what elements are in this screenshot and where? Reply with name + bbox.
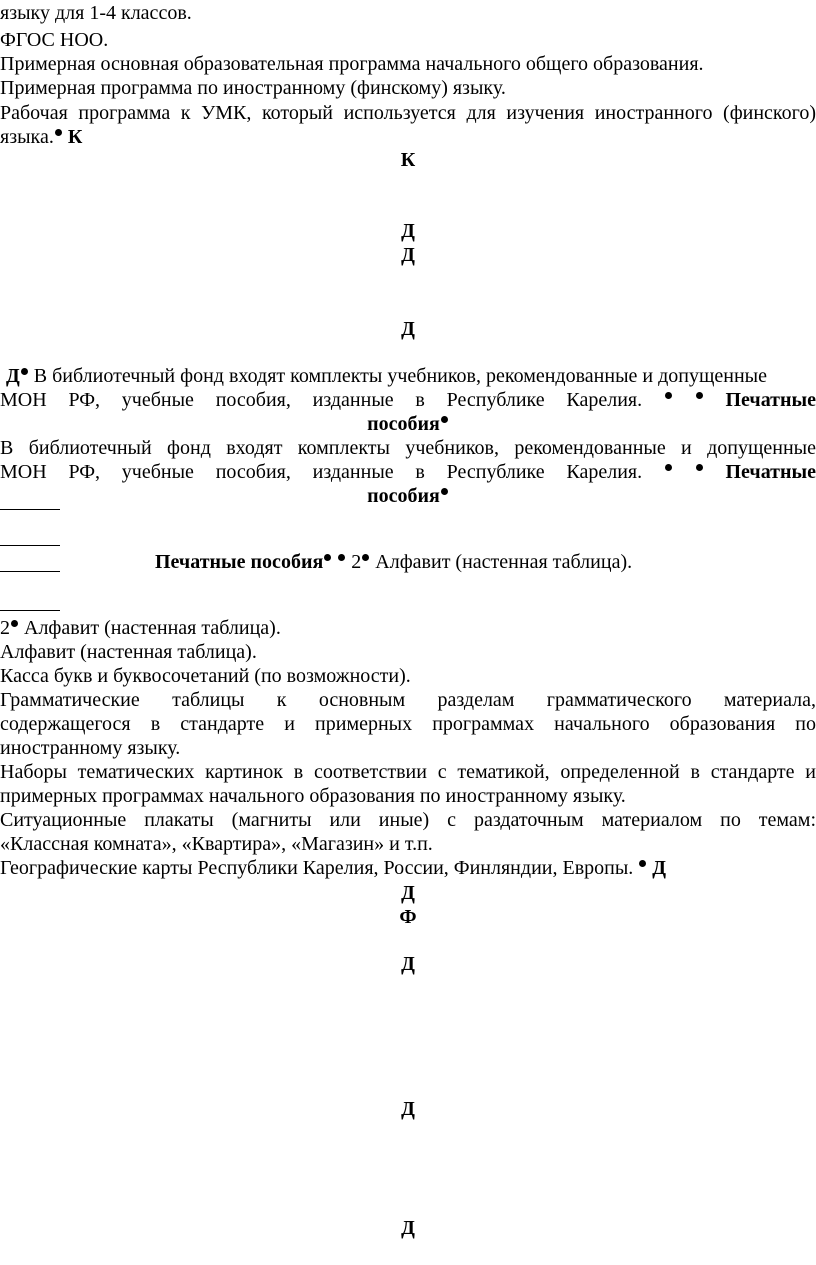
text-line (6, 364, 812, 388)
text-line: Рабочая программа к УМК, который используется для изучения иностранного (финского) (0, 102, 816, 124)
text-line: Примерная программа по иностранному (финскому) языку. (0, 77, 506, 99)
bullet-dot-icon (21, 368, 28, 375)
underline-rule (0, 545, 60, 546)
bullet-dot-icon (665, 392, 672, 399)
text-line: языку для 1-4 классов. (0, 2, 192, 24)
text-line: 2 Алфавит (настенная таблица). (0, 617, 281, 639)
centered-letter: Ф (399, 906, 417, 928)
underline-rule (0, 509, 60, 510)
text-span: В библиотечный фонд входят комплекты учебников, рекомендованные и допущенные (28, 365, 767, 387)
bullet-dot-icon (639, 860, 646, 867)
text-line: Наборы тематических картинок в соответствии с тематикой, определенной в стандарте и (0, 761, 816, 783)
bullet-dot-icon (324, 554, 331, 561)
bullet-dot-icon (665, 464, 672, 471)
text-line (0, 125, 816, 149)
text-span: языка. (0, 126, 54, 148)
bullet-dot-icon (362, 554, 369, 561)
bold-letter: Д (6, 365, 20, 387)
centered-letter: Д (401, 1098, 415, 1120)
text-line: пособия (0, 484, 816, 508)
text-line: Алфавит (настенная таблица). (0, 641, 257, 663)
text-line: МОН РФ, учебные пособия, изданные в Республике Карелия. Печатные (0, 389, 816, 411)
bullet-dot-icon (338, 554, 345, 561)
bullet-dot-icon (696, 392, 703, 399)
text-line: «Классная комната», «Квартира», «Магазин» и т.п. (0, 833, 433, 855)
underline-rule (0, 571, 60, 572)
centered-letter: Д (401, 318, 415, 340)
text-line: Географические карты Республики Карелия, России, Финляндии, Европы. Д (0, 857, 667, 879)
centered-letter: Д (401, 1217, 415, 1239)
text-line: примерных программах начального образования по иностранному языку. (0, 785, 626, 807)
text-line: Ситуационные плакаты (магниты или иные) с раздаточным материалом по темам: (0, 809, 816, 831)
text-line: МОН РФ, учебные пособия, изданные в Республике Карелия. Печатные (0, 461, 816, 483)
bold-letter: К (67, 126, 83, 148)
bullet-dot-icon (441, 488, 448, 495)
text-line: Примерная основная образовательная программа начального общего образования. (0, 53, 704, 75)
bullet-dot-icon (11, 620, 18, 627)
text-line: иностранному языку. (0, 737, 181, 759)
text-line: пособия (0, 412, 816, 436)
bullet-dot-icon (441, 416, 448, 423)
centered-letter: Д (401, 953, 415, 975)
text-line: Грамматические таблицы к основным разделам грамматического материала, (0, 689, 816, 711)
text-line: В библиотечный фонд входят комплекты учебников, рекомендованные и допущенные (0, 437, 816, 459)
underline-rule (0, 610, 60, 611)
centered-letter: К (400, 149, 416, 171)
text-line: ФГОС НОО. (0, 29, 109, 51)
bullet-dot-icon (55, 129, 62, 136)
centered-letter: Д (401, 220, 415, 242)
centered-letter: Д (401, 244, 415, 266)
text-line: Касса букв и буквосочетаний (по возможности). (0, 665, 411, 687)
text-line: Печатные пособия 2 Алфавит (настенная таблица). (155, 551, 633, 573)
text-line: содержащегося в стандарте и примерных программах начального образования по (0, 713, 816, 735)
bullet-dot-icon (696, 464, 703, 471)
centered-letter: Д (401, 882, 415, 904)
